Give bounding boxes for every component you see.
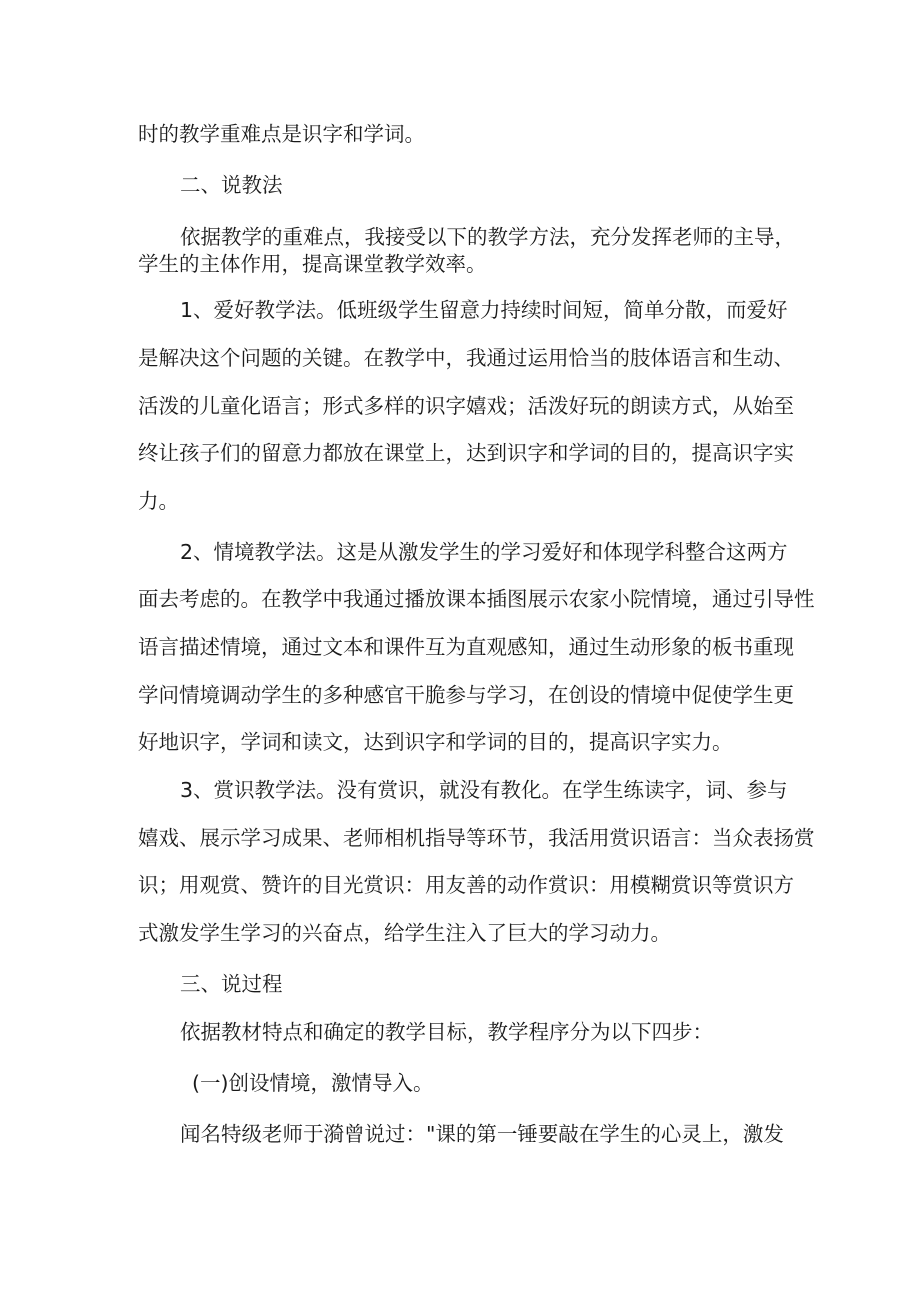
paragraph-line: 学问情境调动学生的多种感官干脆参与学习，在创设的情境中促使学生更 (138, 683, 794, 707)
paragraph-line: 学生的主体作用，提高课堂教学效率。 (138, 252, 487, 276)
paragraph-line: 3、赏识教学法。没有赏识，就没有教化。在学生练读字，词、参与 (180, 778, 788, 802)
paragraph-line: 终让孩子们的留意力都放在课堂上，达到识字和学词的目的，提高识字实 (138, 441, 794, 465)
paragraph-line: 好地识字，学词和读文，达到识字和学词的目的，提高识字实力。 (138, 730, 733, 754)
paragraph-line: 识；用观赏、赞许的目光赏识：用友善的动作赏识：用模糊赏识等赏识方 (138, 873, 794, 897)
paragraph-line: 依据教材特点和确定的教学目标，教学程序分为以下四步： (180, 1020, 713, 1044)
paragraph-line: 1、爱好教学法。低班级学生留意力持续时间短，简单分散，而爱好 (180, 298, 788, 322)
paragraph-line: 活泼的儿童化语言；形式多样的识字嬉戏；活泼好玩的朗读方式，从始至 (138, 394, 794, 418)
paragraph-line: 依据教学的重难点，我接受以下的教学方法，充分发挥老师的主导， (180, 225, 795, 249)
paragraph-line: 时的教学重难点是识字和学词。 (138, 122, 425, 146)
paragraph-line: 闻名特级老师于漪曾说过："课的第一锤要敲在学生的心灵上，激发 (180, 1122, 784, 1146)
paragraph-line: 面去考虑的。在教学中我通过播放课本插图展示农家小院情境，通过引导性 (138, 587, 815, 611)
section-heading: 二、说教法 (180, 173, 283, 197)
paragraph-line: 嬉戏、展示学习成果、老师相机指导等环节，我活用赏识语言：当众表扬赏 (138, 826, 815, 850)
paragraph-line: 是解决这个问题的关键。在教学中，我通过运用恰当的肢体语言和生动、 (138, 346, 794, 370)
section-heading: 三、说过程 (180, 972, 283, 996)
paragraph-line: 式激发学生学习的兴奋点，给学生注入了巨大的学习动力。 (138, 921, 671, 945)
paragraph-line: 2、情境教学法。这是从激发学生的学习爱好和体现学科整合这两方 (180, 540, 788, 564)
paragraph-line: 语言描述情境，通过文本和课件互为直观感知，通过生动形象的板书重现 (138, 635, 794, 659)
subsection-heading: (一)创设情境，激情导入。 (192, 1071, 434, 1095)
paragraph-line: 力。 (138, 489, 179, 513)
